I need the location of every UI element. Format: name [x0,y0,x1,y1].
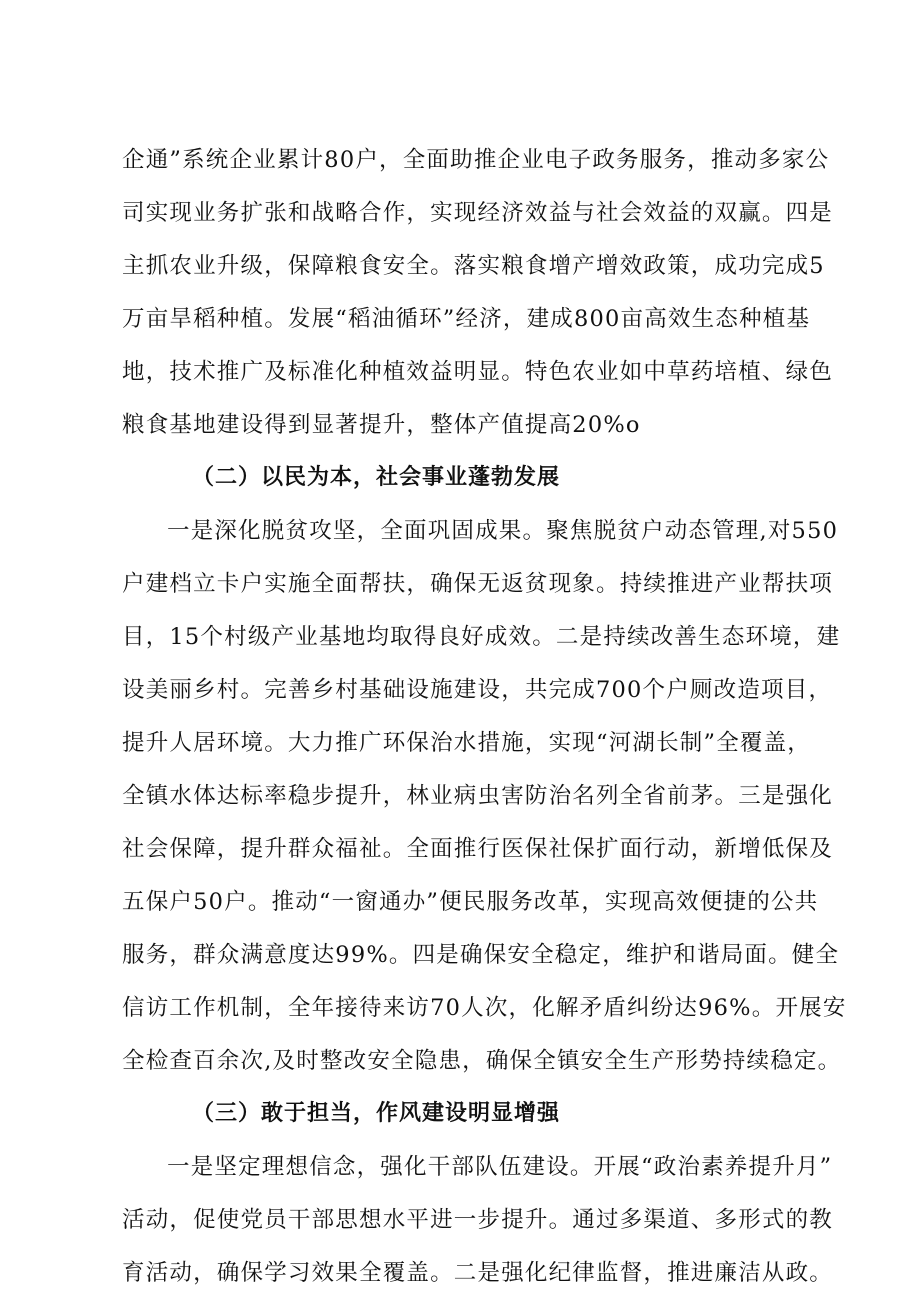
paragraph-line: 信访工作机制，全年接待来访70人次，化解矛盾纠纷达96%。开展安 [122,995,847,1021]
paragraph-line: 全检查百余次,及时整改安全隐患，确保全镇安全生产形势持续稳定。 [122,1048,842,1074]
paragraph-line: 企通”系统企业累计80户，全面助推企业电子政务服务，推动多家公 [122,147,830,173]
paragraph-line: 司实现业务扩张和战略合作，实现经济效益与社会效益的双赢。四是 [122,200,834,226]
paragraph-line: 粮食基地建设得到显著提升，整体产值提高20%o [122,412,641,438]
section-heading-3: （三）敢于担当，作风建设明显增强 [192,1101,561,1126]
paragraph-line: 地，技术推广及标准化种植效益明显。特色农业如中草药培植、绿色 [122,359,834,385]
paragraph-line: 育活动，确保学习效果全覆盖。二是强化纪律监督，推进廉洁从政。 [122,1260,834,1286]
paragraph-line: 万亩旱稻种植。发展“稻油循环”经济，建成800亩高效生态种植基 [122,306,811,332]
paragraph-line: 社会保障，提升群众福祉。全面推行医保社保扩面行动，新增低保及 [122,836,834,862]
section-heading-2: （二）以民为本，社会事业蓬勃发展 [192,465,561,490]
paragraph-line: 户建档立卡户实施全面帮扶，确保无返贫现象。持续推进产业帮扶项 [122,571,834,597]
paragraph-line: 一是坚定理想信念，强化干部队伍建设。开展“政治素养提升月” [167,1154,833,1180]
paragraph-line: 一是深化脱贫攻坚，全面巩固成果。聚焦脱贫户动态管理,对550 [167,518,839,544]
paragraph-line: 服务，群众满意度达99%。四是确保安全稳定，维护和谐局面。健全 [122,942,840,968]
paragraph-line: 五保户50户。推动“一窗通办”便民服务改革，实现高效便捷的公共 [122,889,819,915]
paragraph-line: 设美丽乡村。完善乡村基础设施建设，共完成700个户厕改造项目， [122,677,833,703]
paragraph-line: 目，15个村级产业基地均取得良好成效。二是持续改善生态环境，建 [122,624,841,650]
paragraph-line: 全镇水体达标率稳步提升，林业病虫害防治名列全省前茅。三是强化 [122,783,834,809]
paragraph-line: 主抓农业升级，保障粮食安全。落实粮食增产增效政策，成功完成5 [122,253,825,279]
paragraph-line: 活动，促使党员干部思想水平进一步提升。通过多渠道、多形式的教 [122,1207,834,1233]
paragraph-line: 提升人居环境。大力推广环保治水措施，实现“河湖长制”全覆盖， [122,730,812,756]
